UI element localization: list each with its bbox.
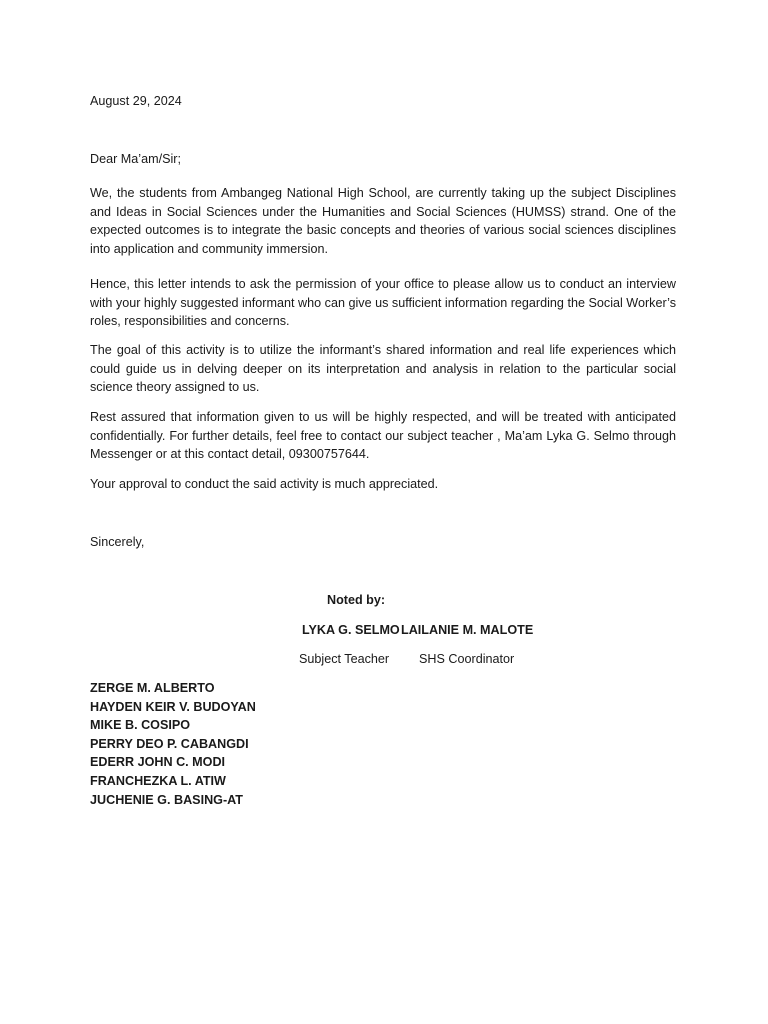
- student-name: JUCHENIE G. BASING-AT: [90, 792, 244, 807]
- noted-by-label: Noted by:: [327, 593, 386, 607]
- student-name: ZERGE M. ALBERTO: [90, 681, 215, 695]
- signatory-name-coordinator: LAILANIE M. MALOTE: [401, 623, 534, 637]
- paragraph-goal: The goal of this activity is to utilize the informant’s shared information and real life experiences which could guide us in delving deeper on its interpretation and analysis in relation to the particular social science theory assigned to us.: [90, 343, 676, 395]
- salutation: Dear Ma’am/Sir;: [90, 152, 181, 166]
- paragraph-intro: We, the students from Ambangeg National High School, are currently taking up the subject Disciplines and Ideas in Social Sciences under the Humanities and Social Sciences (HUMSS) strand. One of the expected outcomes is to integrate the basic concepts and theories of various social sciences disciplines into application and community immersion.: [90, 186, 676, 256]
- signatory-title-coordinator: SHS Coordinator: [419, 652, 515, 666]
- student-name: FRANCHEZKA L. ATIW: [90, 773, 226, 788]
- paragraph-request: Hence, this letter intends to ask the permission of your office to please allow us to conduct an interview with your highly suggested informant who can give us sufficient information regarding the Social Worker’s roles, responsibilities and concerns.: [90, 277, 676, 329]
- signatory-name-teacher: LYKA G. SELMO: [302, 623, 400, 637]
- letter-date: August 29, 2024: [90, 94, 182, 108]
- student-name: HAYDEN KEIR V. BUDOYAN: [90, 699, 256, 714]
- student-name: EDERR JOHN C. MODI: [90, 755, 226, 770]
- student-name-list: [90, 679, 256, 809]
- paragraph-approval: Your approval to conduct the said activity is much appreciated.: [90, 477, 439, 491]
- student-name: MIKE B. COSIPO: [90, 718, 191, 733]
- paragraph-assurance: Rest assured that information given to us will be highly respected, and will be treated with anticipated confidentially. For further details, feel free to contact our subject teacher , Ma’am Lyka G. Selmo through Messenger or at this contact detail, 09300757644.: [90, 410, 676, 462]
- student-name: PERRY DEO P. CABANGDI: [90, 736, 249, 751]
- closing: Sincerely,: [90, 535, 145, 549]
- signatory-title-teacher: Subject Teacher: [299, 652, 390, 666]
